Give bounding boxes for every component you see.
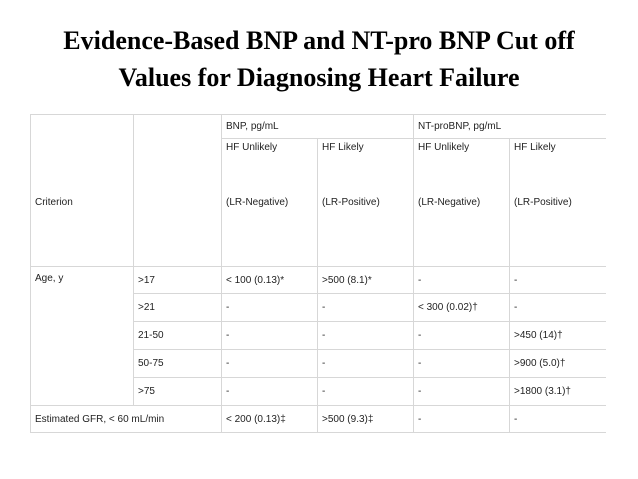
subheader-label: HF Unlikely [226, 142, 278, 153]
table-cell: >500 (8.1)* [318, 267, 414, 294]
bnp-hf-unlikely-header [222, 139, 318, 267]
table-cell: - [510, 294, 607, 322]
bnp-hf-likely-header [318, 139, 414, 267]
table-cell: - [318, 378, 414, 406]
table-cell: >450 (14)† [510, 322, 607, 350]
row-sub-label: >21 [134, 294, 222, 322]
row-sub-label: >17 [134, 267, 222, 294]
age-label: Age, y [31, 267, 134, 406]
slide-title-line-2: Values for Diagnosing Heart Failure [118, 63, 520, 92]
subheader-lr: (LR-Positive) [322, 197, 380, 208]
criterion-header: Criterion [31, 139, 134, 267]
criterion-sub-header [134, 139, 222, 267]
row-sub-label: 21-50 [134, 322, 222, 350]
table-cell: - [510, 406, 607, 433]
table-cell: - [414, 322, 510, 350]
subheader-lr: (LR-Positive) [514, 197, 572, 208]
table-cell: - [414, 267, 510, 294]
header-row [31, 115, 607, 139]
table-cell: >1800 (3.1)† [510, 378, 607, 406]
ntprobnp-hf-likely-header [510, 139, 607, 267]
subheader-label: HF Unlikely [418, 142, 470, 153]
table-cell: - [318, 294, 414, 322]
table-cell: < 200 (0.13)‡ [222, 406, 318, 433]
ntprobnp-header: NT-proBNP, pg/mL [414, 115, 607, 139]
slide-title [0, 22, 638, 96]
subheader-label: HF Likely [322, 142, 364, 153]
bnp-header: BNP, pg/mL [222, 115, 414, 139]
header-blank-cell [31, 115, 134, 139]
table-cell: < 300 (0.02)† [414, 294, 510, 322]
row-sub-label: 50-75 [134, 350, 222, 378]
cutoff-table-container [30, 114, 606, 436]
table-cell: < 100 (0.13)* [222, 267, 318, 294]
table-cell: - [510, 267, 607, 294]
subheader-lr: (LR-Negative) [226, 197, 289, 208]
table-cell: >500 (9.3)‡ [318, 406, 414, 433]
row-sub-label: >75 [134, 378, 222, 406]
table-cell: - [414, 406, 510, 433]
ntprobnp-hf-unlikely-header [414, 139, 510, 267]
table-cell: - [222, 322, 318, 350]
table-cell: - [222, 378, 318, 406]
table-cell: - [414, 350, 510, 378]
gfr-label: Estimated GFR, < 60 mL/min [31, 406, 222, 433]
table-cell: - [222, 350, 318, 378]
table-cell: >900 (5.0)† [510, 350, 607, 378]
table-row [31, 267, 607, 294]
table-cell: - [414, 378, 510, 406]
subheader-lr: (LR-Negative) [418, 197, 481, 208]
subheader-row [31, 139, 607, 267]
subheader-label: HF Likely [514, 142, 556, 153]
header-blank-cell [134, 115, 222, 139]
slide-title-line-1: Evidence-Based BNP and NT-pro BNP Cut off [63, 26, 575, 55]
table-cell: - [222, 294, 318, 322]
table-cell: - [318, 350, 414, 378]
gfr-row [31, 406, 607, 433]
table-cell: - [318, 322, 414, 350]
cutoff-table [30, 114, 606, 433]
